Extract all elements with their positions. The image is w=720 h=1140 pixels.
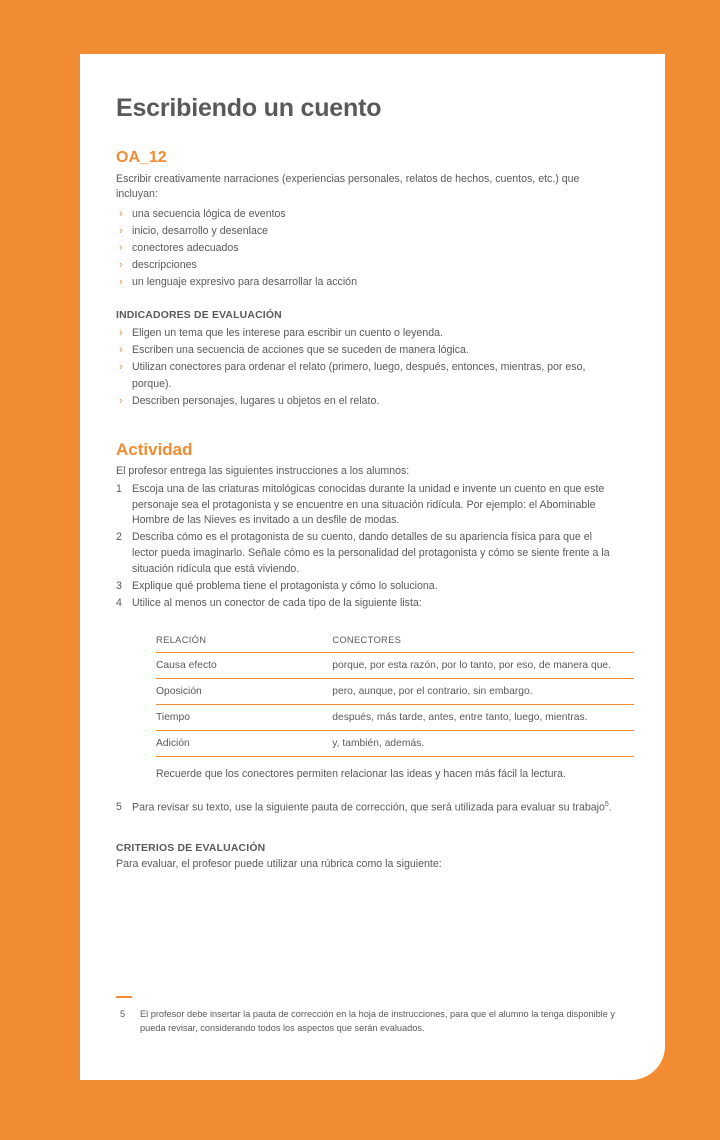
table-row	[156, 678, 634, 704]
list-item: › Escriben una secuencia de acciones que se suceden de manera lógica.	[116, 342, 619, 359]
cell-conectores: y, también, además.	[220, 730, 634, 756]
cell-relacion: Oposición	[156, 678, 220, 704]
cell-conectores: pero, aunque, por el contrario, sin embargo.	[220, 678, 634, 704]
footnote	[116, 1007, 616, 1036]
list-item: › Eligen un tema que les interese para escribir un cuento o leyenda.	[116, 325, 619, 342]
list-item: › Utilizan conectores para ordenar el relato (primero, luego, después, entonces, mientras, por eso, porque).	[116, 359, 619, 393]
table-note: Recuerde que los conectores permiten relacionar las ideas y hacen más fácil la lectura.	[156, 767, 566, 780]
footnote-divider	[116, 996, 132, 998]
cell-conectores: después, más tarde, antes, entre tanto, luego, mientras.	[220, 704, 634, 730]
list-item: › descripciones	[116, 257, 619, 274]
activity-steps	[116, 482, 619, 612]
table-row	[156, 730, 634, 756]
indicators-heading: INDICADORES DE EVALUACIÓN	[116, 309, 282, 321]
criteria-heading: CRITERIOS DE EVALUACIÓN	[116, 842, 266, 854]
list-item: › Describen personajes, lugares u objetos en el relato.	[116, 393, 619, 410]
footnote-text: El profesor debe insertar la pauta de corrección en la hoja de instrucciones, para que el alumno la tenga disponible y pueda revisar, considerando todos los aspectos que serán evaluados.	[140, 1008, 615, 1034]
footnote-marker: 5	[604, 801, 609, 809]
list-item: Describa cómo es el protagonista de su cuento, dando detalles de su apariencia física para que el lector pueda imaginarlo. Señale cómo es la personalidad del protagonista y cómo se siente frente a la situación ridícula que está viviendo.	[132, 531, 610, 576]
cell-relacion: Tiempo	[156, 704, 220, 730]
column-header-conectores: CONECTORES	[220, 634, 634, 653]
objective-list	[116, 206, 619, 292]
list-item: › conectores adecuados	[116, 240, 619, 257]
list-item: › un lenguaje expresivo para desarrollar la acción	[116, 274, 619, 291]
objective-intro: Escribir creativamente narraciones (experiencias personales, relatos de hechos, cuentos, etc.) que incluyan:	[116, 173, 580, 201]
list-item	[116, 800, 619, 816]
list-item: Explique qué problema tiene el protagonista y cómo lo soluciona.	[132, 579, 438, 592]
list-item: Utilice al menos un conector de cada tipo de la siguiente lista:	[132, 596, 422, 609]
activity-intro: El profesor entrega las siguientes instrucciones a los alumnos:	[116, 465, 410, 478]
cell-relacion: Causa efecto	[156, 652, 220, 678]
table-row	[156, 652, 634, 678]
connectors-table	[156, 634, 634, 757]
objective-code: OA_12	[116, 149, 167, 166]
list-item: › una secuencia lógica de eventos	[116, 206, 619, 223]
criteria-text: Para evaluar, el profesor puede utilizar una rúbrica como la siguiente:	[116, 857, 442, 870]
step5-end: .	[608, 801, 612, 814]
column-header-relacion: RELACIÓN	[156, 634, 220, 653]
table-header-row	[156, 634, 634, 653]
page-title: Escribiendo un cuento	[116, 94, 382, 122]
cell-conectores: porque, por esta razón, por lo tanto, por eso, de manera que.	[220, 652, 634, 678]
footnote-number: 5	[120, 1008, 126, 1019]
table-row	[156, 704, 634, 730]
step5-text: Para revisar su texto, use la siguiente pauta de corrección, que será utilizada para evaluar su trabajo	[132, 801, 605, 814]
activity-step-5	[116, 800, 619, 816]
list-item: Escoja una de las criaturas mitológicas conocidas durante la unidad e invente un cuento en que este personaje sea el protagonista y se encuentre en una situación ridícula. Por ejemplo: el Abominable Hombre de las Nieves es invitado a un desfile de modas.	[132, 482, 605, 527]
list-item: › inicio, desarrollo y desenlace	[116, 223, 619, 240]
footnote-area	[116, 996, 616, 1036]
document-page	[80, 54, 665, 1080]
indicators-list	[116, 325, 619, 411]
activity-heading: Actividad	[116, 440, 193, 460]
cell-relacion: Adición	[156, 730, 220, 756]
